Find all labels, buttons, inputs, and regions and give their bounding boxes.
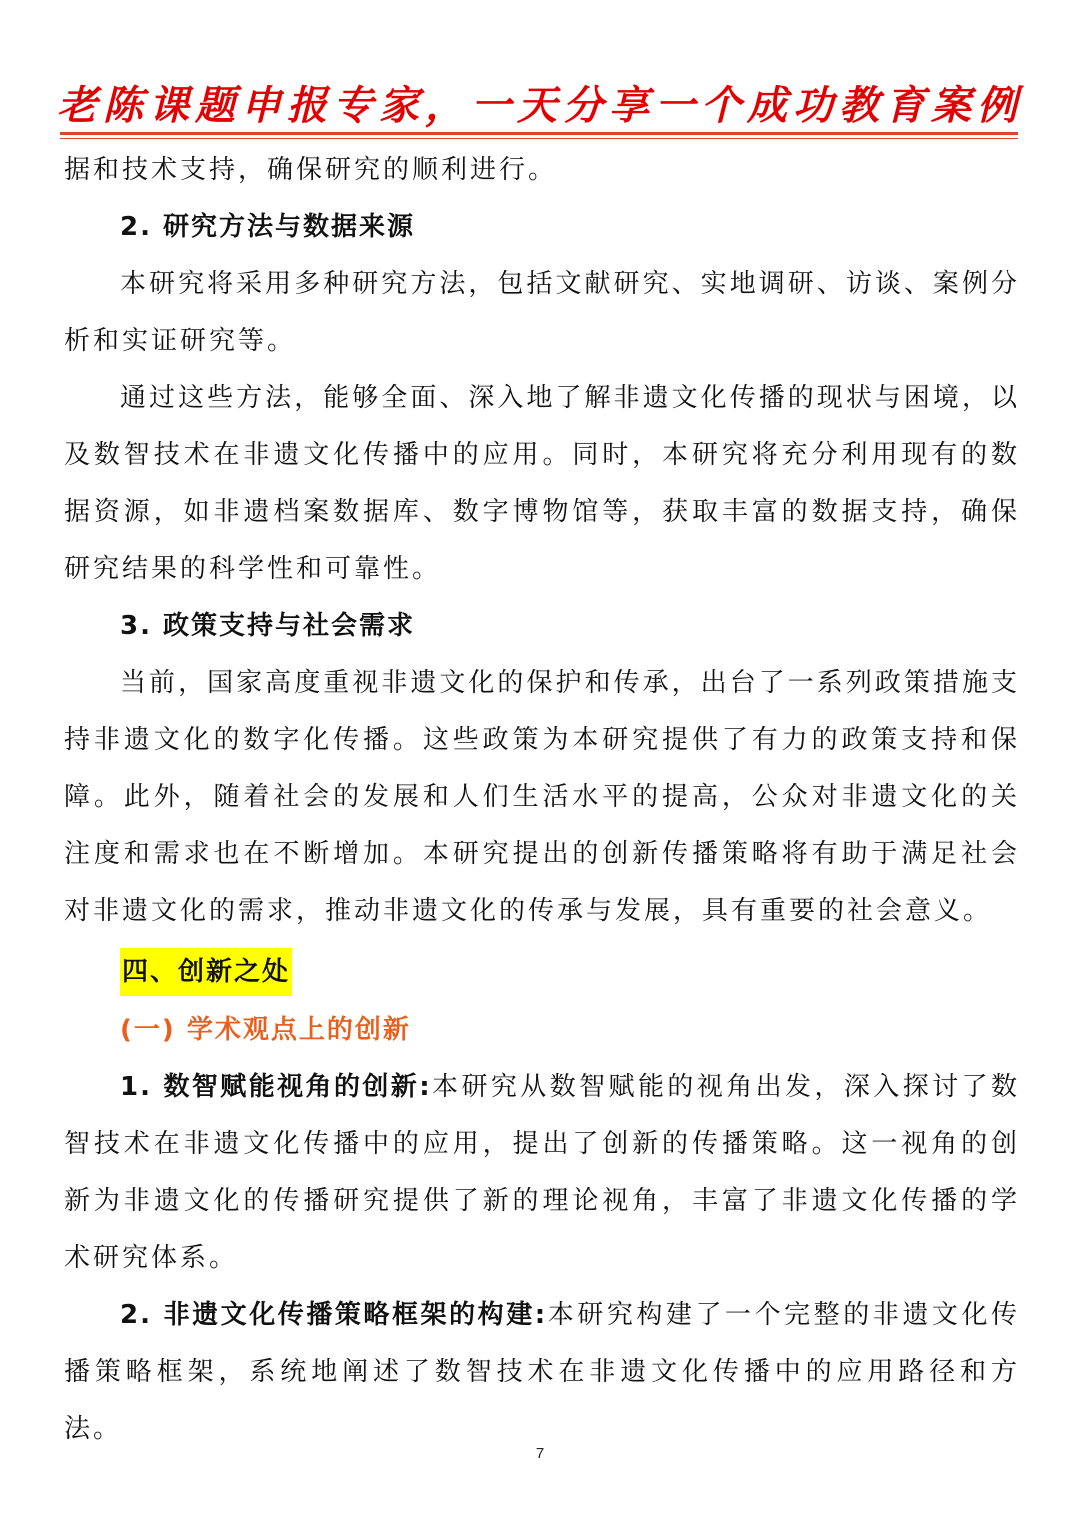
heading-research-methods: 2. 研究方法与数据来源 xyxy=(120,212,416,242)
header-rule-thick xyxy=(60,132,1018,135)
paragraph-policy: 当前，国家高度重视非遗文化的保护和传承，出台了一系列政策措施支持非遗文化的数字化传播。这些政策为本研究提供了有力的政策支持和保障。此外，随着社会的发展和人们生活水平的提高，公众对非遗文化的关注度和需求也在不断增加。本研究提出的创新传播策略将有助于满足社会对非遗文化的需求，推动非遗文化的传承与发展，具有重要的社会意义。 xyxy=(64,668,1020,926)
item-1-text: 本研究从数智赋能的视角出发，深入探讨了数智技术在非遗文化传播中的应用，提出了创新的传播策略。这一视角的创新为非遗文化的传播研究提供了新的理论视角，丰富了非遗文化传播的学术研究体系。 xyxy=(64,1072,1020,1273)
page-number: 7 xyxy=(535,1445,545,1462)
item-1-lead: 1. 数智赋能视角的创新: xyxy=(120,1072,432,1102)
header-title: 老陈课题申报专家，一天分享一个成功教育案例 xyxy=(57,82,1023,129)
paragraph-methods-1: 本研究将采用多种研究方法，包括文献研究、实地调研、访谈、案例分析和实证研究等。 xyxy=(64,269,1020,356)
header-rule-thin xyxy=(60,138,1018,139)
paragraph-item-2 xyxy=(64,1287,1020,1458)
item-2-text: 本研究构建了一个完整的非遗文化传播策略框架，系统地阐述了数智技术在非遗文化传播中的应用路径和方法。 xyxy=(64,1300,1020,1444)
paragraph-methods-2: 通过这些方法，能够全面、深入地了解非遗文化传播的现状与困境，以及数智技术在非遗文化传播中的应用。同时，本研究将充分利用现有的数据资源，如非遗档案数据库、数字博物馆等，获取丰富的数据支持，确保研究结果的科学性和可靠性。 xyxy=(64,383,1020,584)
paragraph-continued: 据和技术支持，确保研究的顺利进行。 xyxy=(64,155,558,185)
subsection-heading-academic: (一) 学术观点上的创新 xyxy=(120,1015,411,1045)
item-2-lead: 2. 非遗文化传播策略框架的构建: xyxy=(120,1300,548,1330)
document-body xyxy=(64,142,1020,1458)
paragraph-item-1 xyxy=(64,1059,1020,1287)
section-heading-innovation: 四、创新之处 xyxy=(120,948,292,996)
section-heading-row xyxy=(64,940,1020,1002)
heading-policy-support: 3. 政策支持与社会需求 xyxy=(120,611,416,641)
